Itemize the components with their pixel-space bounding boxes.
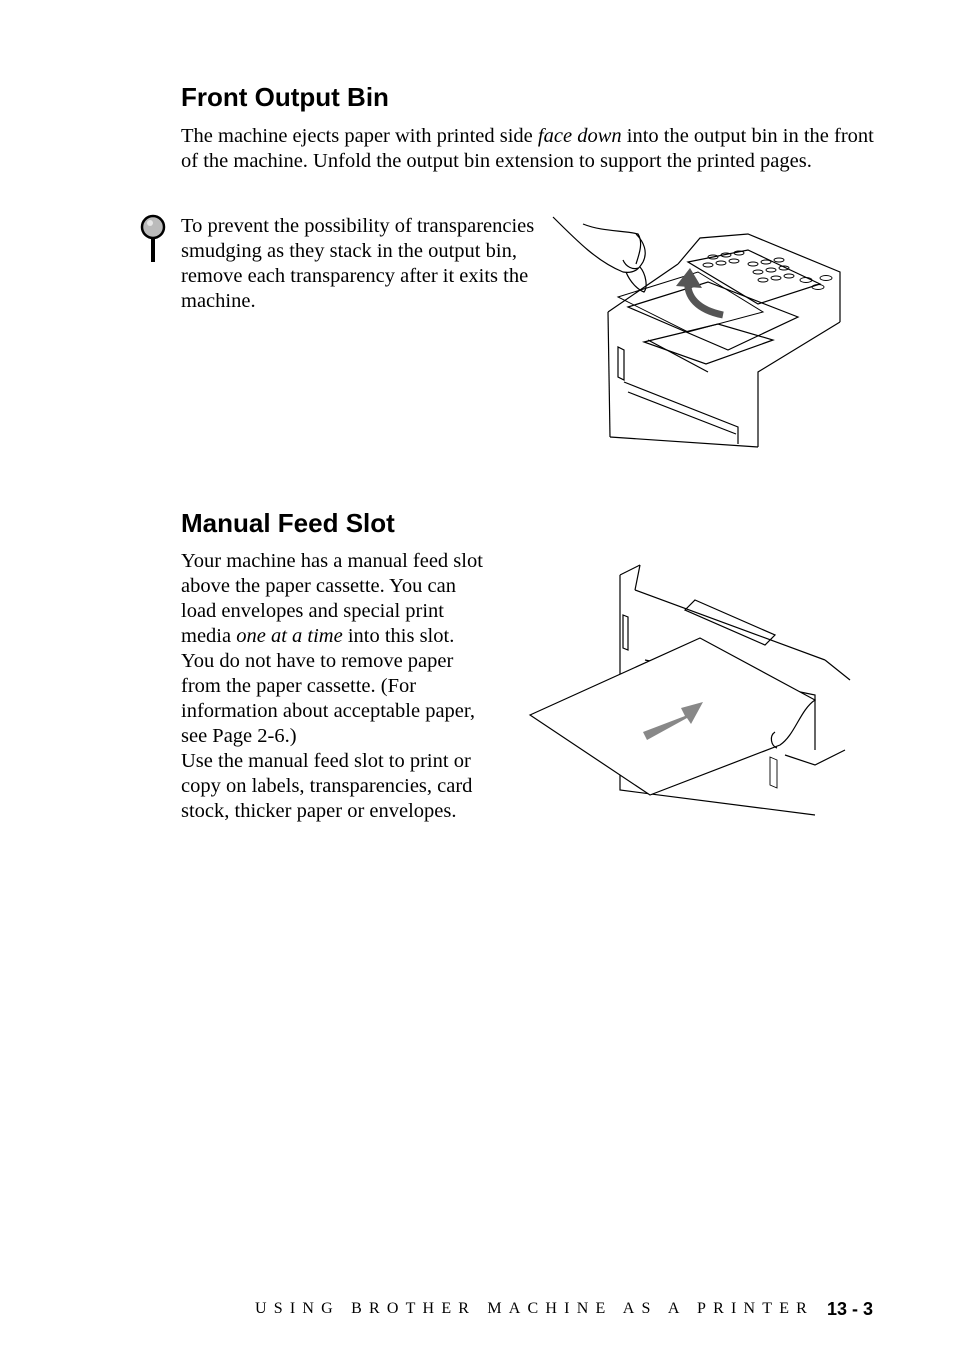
heading-front-output-bin: Front Output Bin: [181, 82, 389, 112]
footer-running-title: USING BROTHER MACHINE AS A PRINTER: [255, 1300, 815, 1317]
body-run: into the output bin in the front of the machine. Unfold the output bin extension to support the printed pages.: [181, 125, 874, 172]
body-run-italic: face down: [537, 125, 622, 147]
body-run: into this slot. You do not have to remove paper from the paper cassette. (For information about acceptable paper, see Page 2-6.): [181, 625, 476, 747]
manual-feed-slot-body: [181, 549, 486, 749]
output-bin-illustration: [548, 212, 878, 450]
magnifier-note-icon: [140, 213, 168, 265]
body-run-italic: one at a time: [236, 625, 343, 647]
manual-feed-slot-usage: Use the manual feed slot to print or copy on labels, transparencies, card stock, thicker paper or envelopes.: [181, 750, 473, 822]
heading-manual-feed-slot: Manual Feed Slot: [181, 508, 395, 538]
body-run: The machine ejects paper with printed side: [181, 125, 538, 147]
body-run: Your machine has a manual feed slot above the paper cassette. You can load envelopes and special print media: [181, 550, 483, 647]
transparency-note: To prevent the possibility of transparencies smudging as they stack in the output bin, remove each transparency after it exits the machine.: [181, 215, 535, 312]
front-output-bin-body: [181, 124, 881, 174]
manual-feed-illustration: [525, 560, 855, 820]
footer-page-number: 13 - 3: [827, 1299, 874, 1319]
